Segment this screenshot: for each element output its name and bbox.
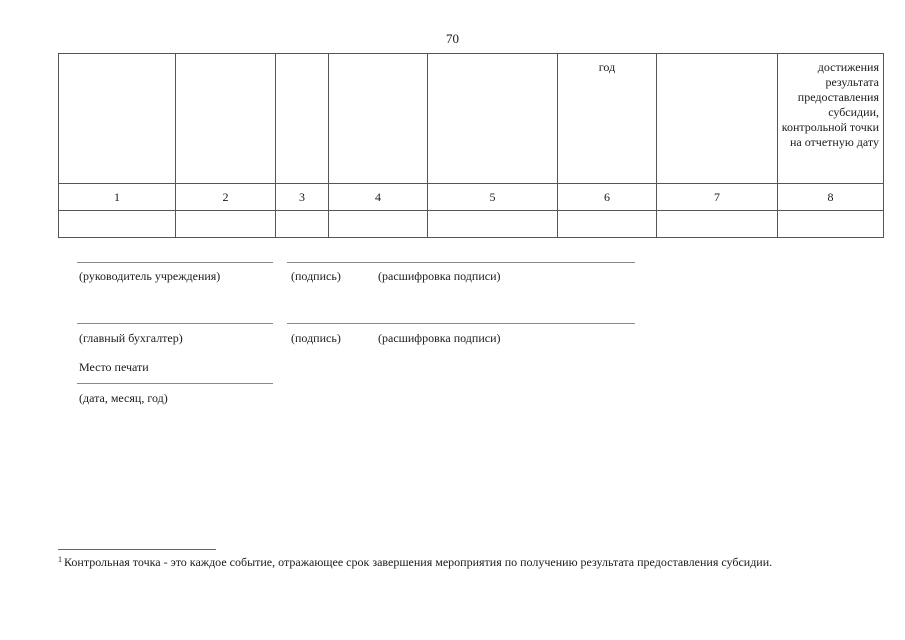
empty-cell [778, 211, 884, 238]
head-decode-label: (расшифровка подписи) [378, 269, 501, 283]
footnote-marker: 1 [58, 555, 62, 564]
empty-cell [329, 211, 428, 238]
head-signature-line [287, 262, 635, 263]
accountant-role-label: (главный бухгалтер) [79, 331, 183, 345]
empty-cell [558, 211, 657, 238]
head-role-label: (руководитель учреждения) [79, 269, 221, 283]
empty-cell [276, 211, 329, 238]
header-cell-3 [276, 54, 329, 184]
footnote-text: Контрольная точка - это каждое событие, отражающее срок завершения мероприятия по получению результата предоставления субсидии. [64, 555, 773, 569]
header-cell-6: год [558, 54, 657, 184]
accountant-signature-line [287, 323, 635, 324]
empty-cell [428, 211, 558, 238]
column-number: 8 [778, 184, 884, 211]
header-cell-2 [176, 54, 276, 184]
column-number-row [59, 184, 884, 211]
header-cell-8: достижения результата предоставления субсидии, контрольной точки на отчетную дату [778, 54, 884, 184]
head-role-line [77, 262, 273, 263]
header-cell-4 [329, 54, 428, 184]
head-signature-label: (подпись) [291, 269, 341, 283]
stamp-place-label: Место печати [79, 360, 149, 374]
empty-data-row [59, 211, 884, 238]
accountant-signature-label: (подпись) [291, 331, 341, 345]
empty-cell [59, 211, 176, 238]
accountant-role-line [77, 323, 273, 324]
date-line [77, 383, 273, 384]
column-number: 6 [558, 184, 657, 211]
empty-cell [657, 211, 778, 238]
header-cell-7 [657, 54, 778, 184]
column-number: 4 [329, 184, 428, 211]
table-header-row [59, 54, 884, 184]
report-table [58, 53, 884, 238]
date-label: (дата, месяц, год) [79, 391, 168, 405]
page-number: 70 [446, 31, 459, 46]
empty-cell [176, 211, 276, 238]
column-number: 3 [276, 184, 329, 211]
header-cell-1 [59, 54, 176, 184]
footnote [58, 554, 858, 570]
column-number: 7 [657, 184, 778, 211]
footnote-separator [58, 549, 216, 550]
column-number: 2 [176, 184, 276, 211]
column-number: 1 [59, 184, 176, 211]
accountant-decode-label: (расшифровка подписи) [378, 331, 501, 345]
column-number: 5 [428, 184, 558, 211]
header-cell-5 [428, 54, 558, 184]
